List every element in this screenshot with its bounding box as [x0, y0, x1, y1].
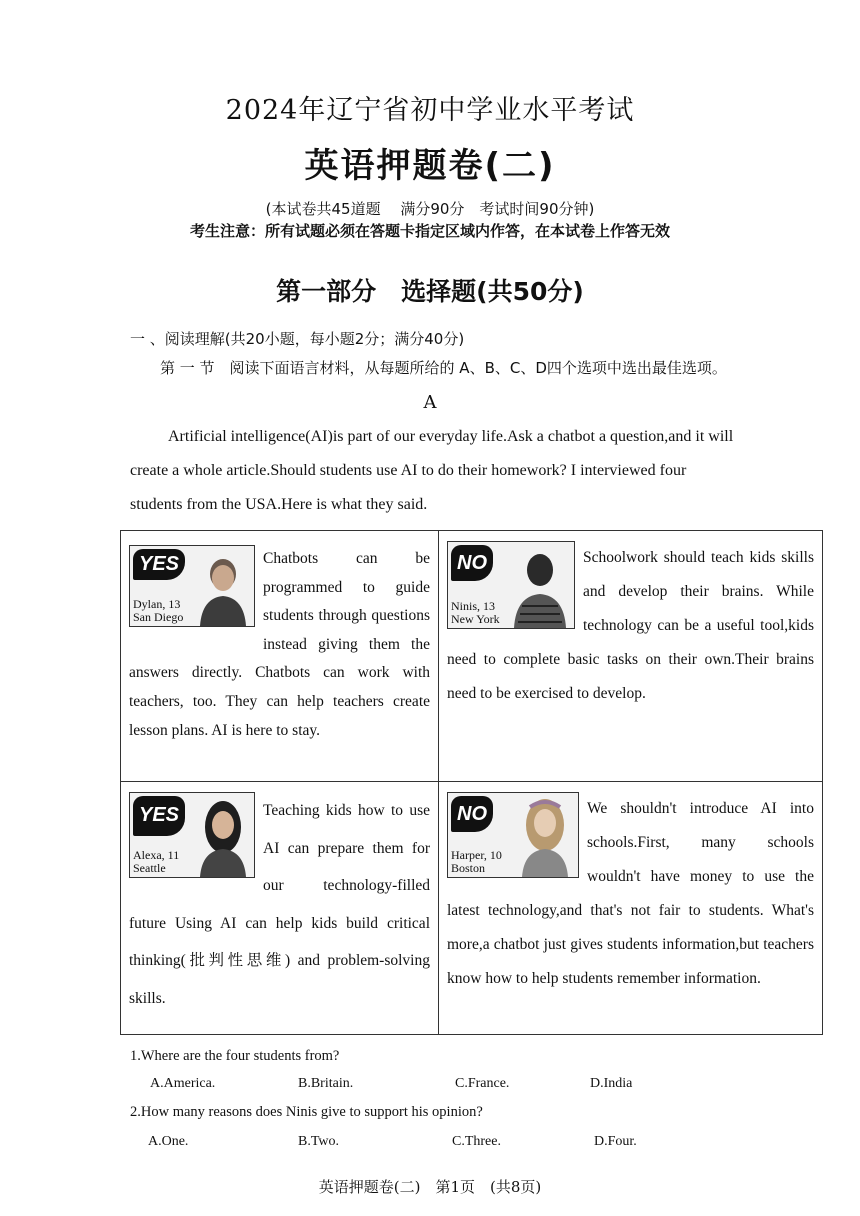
stance-badge: NO — [451, 796, 493, 832]
part-title: 第一部分 选择题(共50分) — [276, 277, 584, 306]
subsection-instruction: 第 一 节 阅读下面语言材料，从每题所给的 A、B、C、D四个选项中选出最佳选项。 — [160, 359, 727, 377]
stance-badge: YES — [133, 549, 185, 580]
student-portrait-icon — [510, 546, 570, 628]
student-caption — [133, 598, 183, 624]
answer-option: B.Two. — [298, 1134, 340, 1149]
answer-option: B.Britain. — [298, 1076, 354, 1091]
exam-title: 2024年辽宁省初中学业水平考试 — [225, 95, 635, 126]
student-caption — [451, 600, 500, 626]
student-city: New York — [451, 612, 500, 626]
answer-option: D.Four. — [594, 1134, 637, 1149]
student-photo — [447, 541, 575, 629]
student-name: Alexa, 11 — [133, 848, 180, 862]
question-stem: 1.Where are the four students from? — [130, 1048, 340, 1064]
passage-intro-line: create a whole article.Should students use AI to do their homework? I interviewed four — [130, 462, 687, 479]
student-portrait-icon — [196, 552, 250, 626]
exam-info: (本试卷共45道题 满分90分 考试时间90分钟) — [265, 200, 595, 218]
opinion-table — [120, 530, 823, 1035]
student-city: San Diego — [133, 610, 184, 624]
stance-badge: YES — [133, 796, 185, 836]
opinion-cell — [439, 782, 823, 1035]
answer-option: C.Three. — [452, 1134, 501, 1149]
student-photo — [447, 792, 579, 878]
exam-notice: 考生注意：所有试题必须在答题卡指定区域内作答，在本试卷上作答无效 — [189, 222, 670, 240]
opinion-text: Teaching kids how to use AI can prepare them for our technology-filled future Using AI can help kids build critical thinking(批判性思维) and problem-solving skills. — [129, 802, 430, 1007]
question-stem: 2.How many reasons does Ninis give to support his opinion? — [130, 1104, 483, 1120]
student-caption — [451, 849, 502, 875]
passage-label: A — [423, 392, 437, 413]
passage-intro-line: students from the USA.Here is what they said. — [130, 496, 428, 513]
paper-title: 英语押题卷(二) — [304, 146, 556, 186]
opinion-text: Schoolwork should teach kids skills and develop their brains. While technology can be a useful tool,kids need to complete basic tasks on their own.Their brains need to be exercised to develop. — [447, 549, 814, 702]
answer-option: D.India — [590, 1076, 633, 1091]
student-city: Seattle — [133, 861, 166, 875]
student-photo — [129, 792, 255, 878]
answer-option: A.One. — [148, 1134, 189, 1149]
answer-option: A.America. — [150, 1076, 216, 1091]
student-city: Boston — [451, 861, 486, 875]
student-name: Dylan, 13 — [133, 597, 181, 611]
page-footer: 英语押题卷(二) 第1页 (共8页) — [318, 1178, 542, 1196]
answer-option: C.France. — [455, 1076, 510, 1091]
student-portrait-icon — [194, 797, 252, 877]
opinion-cell — [121, 531, 439, 782]
student-name: Harper, 10 — [451, 848, 502, 862]
section-title: 一 、阅读理解(共20小题，每小题2分；满分40分) — [130, 330, 465, 348]
stance-badge: NO — [451, 545, 493, 581]
opinion-text: Chatbots can be programmed to guide students through questions instead giving them the answers directly. Chatbots can work with teachers, too. They can help teachers create lesson plans. AI is here to stay. — [129, 550, 430, 739]
opinion-text: We shouldn't introduce AI into schools.First, many schools wouldn't have money to use the latest technology,and that's not fair to students. What's more,a chatbot just gives students information,but teachers know how to help students remember information. — [447, 800, 814, 987]
passage-intro-line: Artificial intelligence(AI)is part of our everyday life.Ask a chatbot a question,and it will — [168, 428, 734, 445]
opinion-cell — [439, 531, 823, 782]
student-caption — [133, 849, 179, 875]
student-name: Ninis, 13 — [451, 599, 496, 613]
student-portrait-icon — [516, 795, 574, 877]
opinion-cell — [121, 782, 439, 1035]
student-photo — [129, 545, 255, 627]
